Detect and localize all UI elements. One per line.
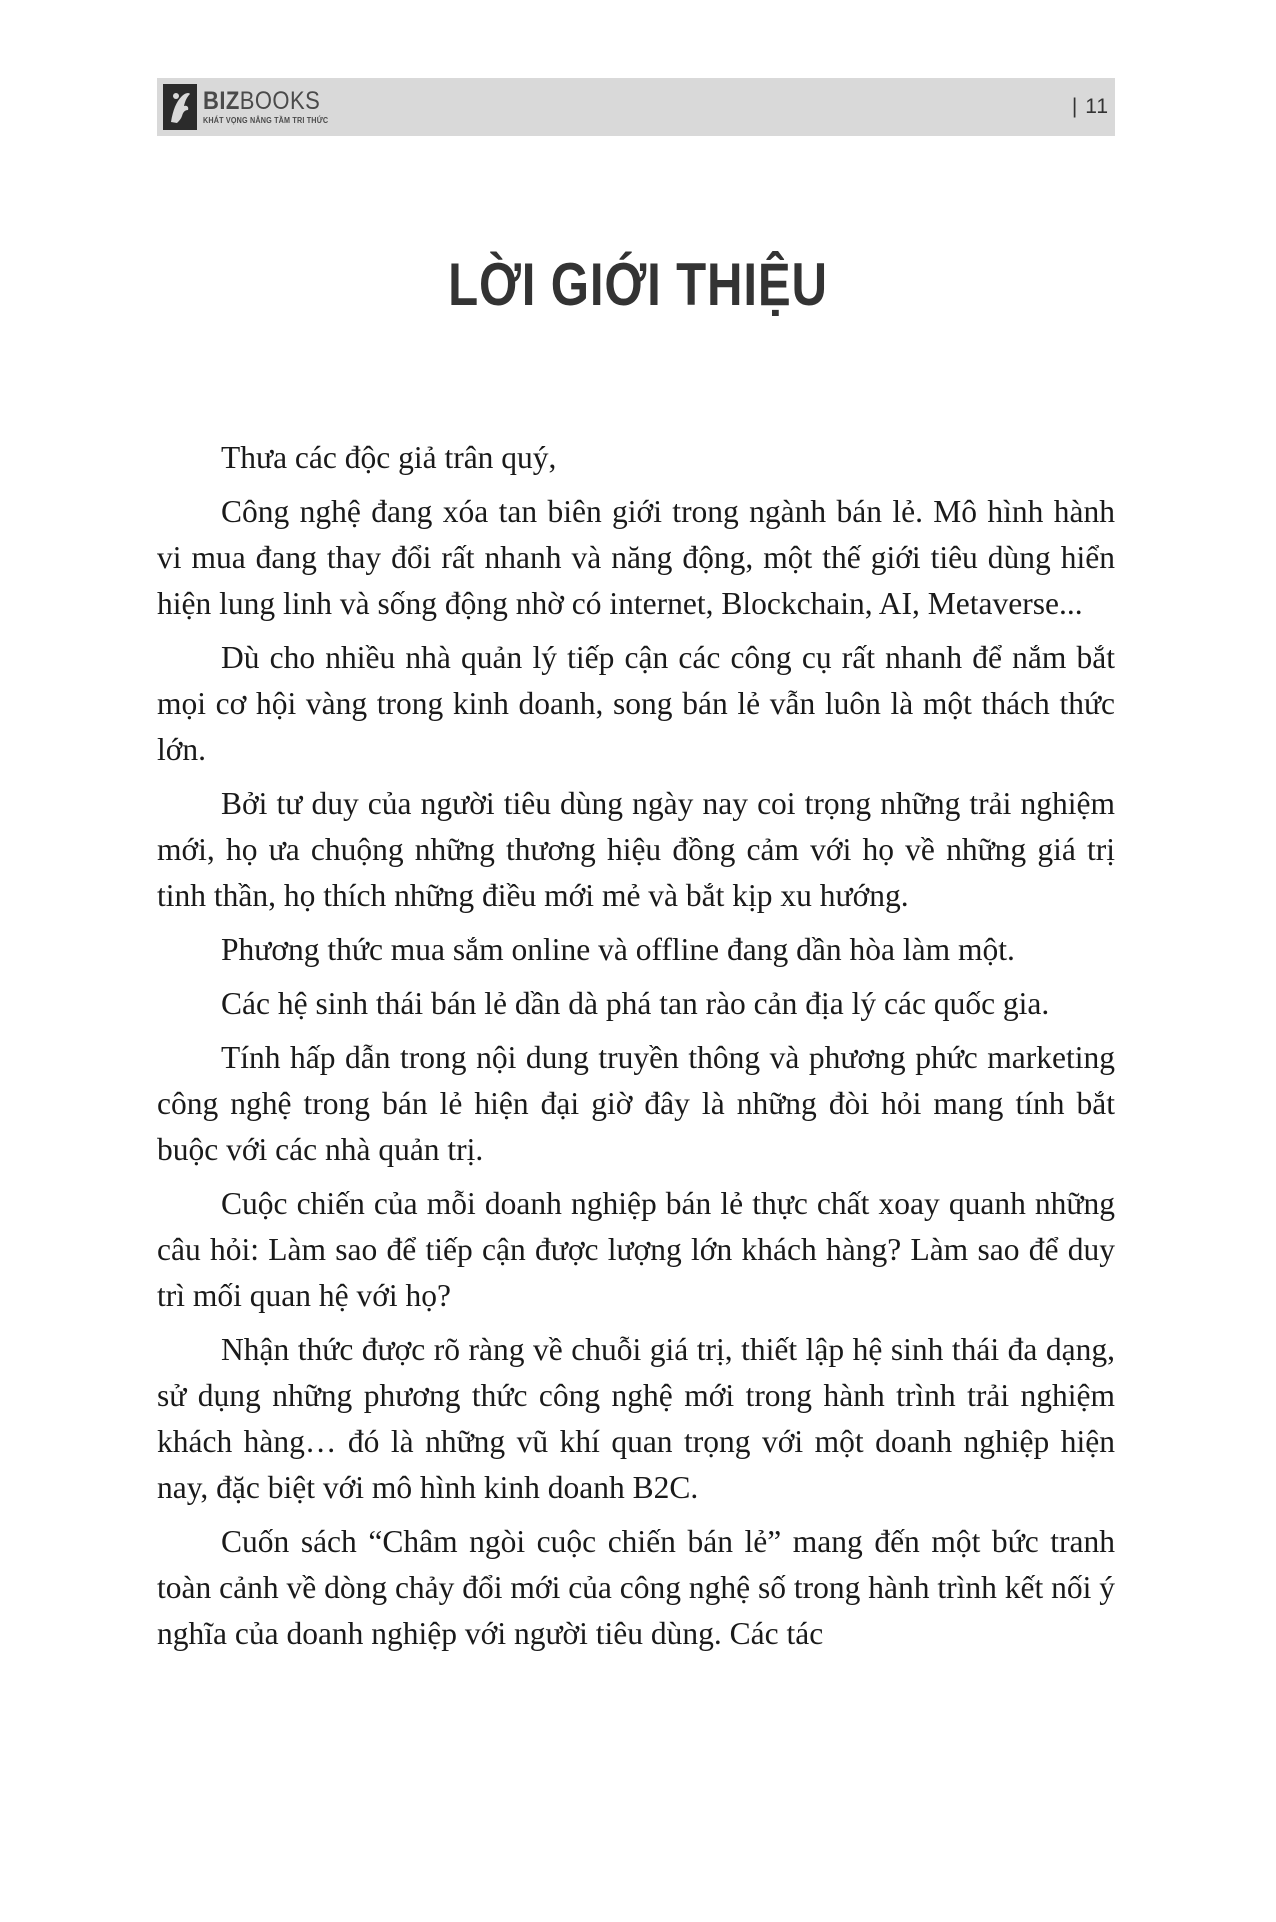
running-header xyxy=(157,78,1115,136)
paragraph: Công nghệ đang xóa tan biên giới trong ngành bán lẻ. Mô hình hành vi mua đang thay đổi rất nhanh và năng động, một thế giới tiêu dùng hiển hiện lung linh và sống động nhờ có internet, Blockchain, AI, Metaverse... xyxy=(157,494,1115,621)
brand-name: BIZBOOKS xyxy=(203,87,321,115)
paragraph: Phương thức mua sắm online và offline đang dần hòa làm một. xyxy=(221,932,1015,967)
paragraph: Bởi tư duy của người tiêu dùng ngày nay coi trọng những trải nghiệm mới, họ ưa chuộng những thương hiệu đồng cảm với họ về những giá trị tinh thần, họ thích những điều mới mẻ và bắt kịp xu hướng. xyxy=(157,786,1115,913)
paragraph: Tính hấp dẫn trong nội dung truyền thông và phương phức marketing công nghệ trong bán lẻ hiện đại giờ đây là những đòi hỏi mang tính bắt buộc với các nhà quản trị. xyxy=(157,1040,1115,1167)
brand-slogan: KHÁT VỌNG NÂNG TẦM TRI THỨC xyxy=(203,116,329,125)
paragraph: Thưa các độc giả trân quý, xyxy=(221,440,557,475)
paragraph: Nhận thức được rõ ràng về chuỗi giá trị, thiết lập hệ sinh thái đa dạng, sử dụng những phương thức công nghệ mới trong hành trình trải nghiệm khách hàng… đó là những vũ khí quan trọng với một doanh nghiệp hiện nay, đặc biệt với mô hình kinh doanh B2C. xyxy=(157,1332,1115,1505)
body-text xyxy=(157,435,1115,1657)
paragraph: Các hệ sinh thái bán lẻ dần dà phá tan rào cản địa lý các quốc gia. xyxy=(221,986,1050,1021)
chapter-title: LỜI GIỚI THIỆU xyxy=(448,251,828,318)
page-number: | 11 xyxy=(1071,95,1109,118)
bizbooks-logo xyxy=(163,84,342,130)
paragraph: Dù cho nhiều nhà quản lý tiếp cận các công cụ rất nhanh để nắm bắt mọi cơ hội vàng trong kinh doanh, song bán lẻ vẫn luôn là một thách thức lớn. xyxy=(157,640,1115,767)
paragraph: Cuốn sách “Châm ngòi cuộc chiến bán lẻ” mang đến một bức tranh toàn cảnh về dòng chảy đổi mới của công nghệ số trong hành trình kết nối ý nghĩa của doanh nghiệp với người tiêu dùng. Các tác xyxy=(157,1524,1115,1651)
paragraph: Cuộc chiến của mỗi doanh nghiệp bán lẻ thực chất xoay quanh những câu hỏi: Làm sao để tiếp cận được lượng lớn khách hàng? Làm sao để duy trì mối quan hệ với họ? xyxy=(157,1186,1115,1313)
logo-emblem-icon xyxy=(163,84,197,130)
